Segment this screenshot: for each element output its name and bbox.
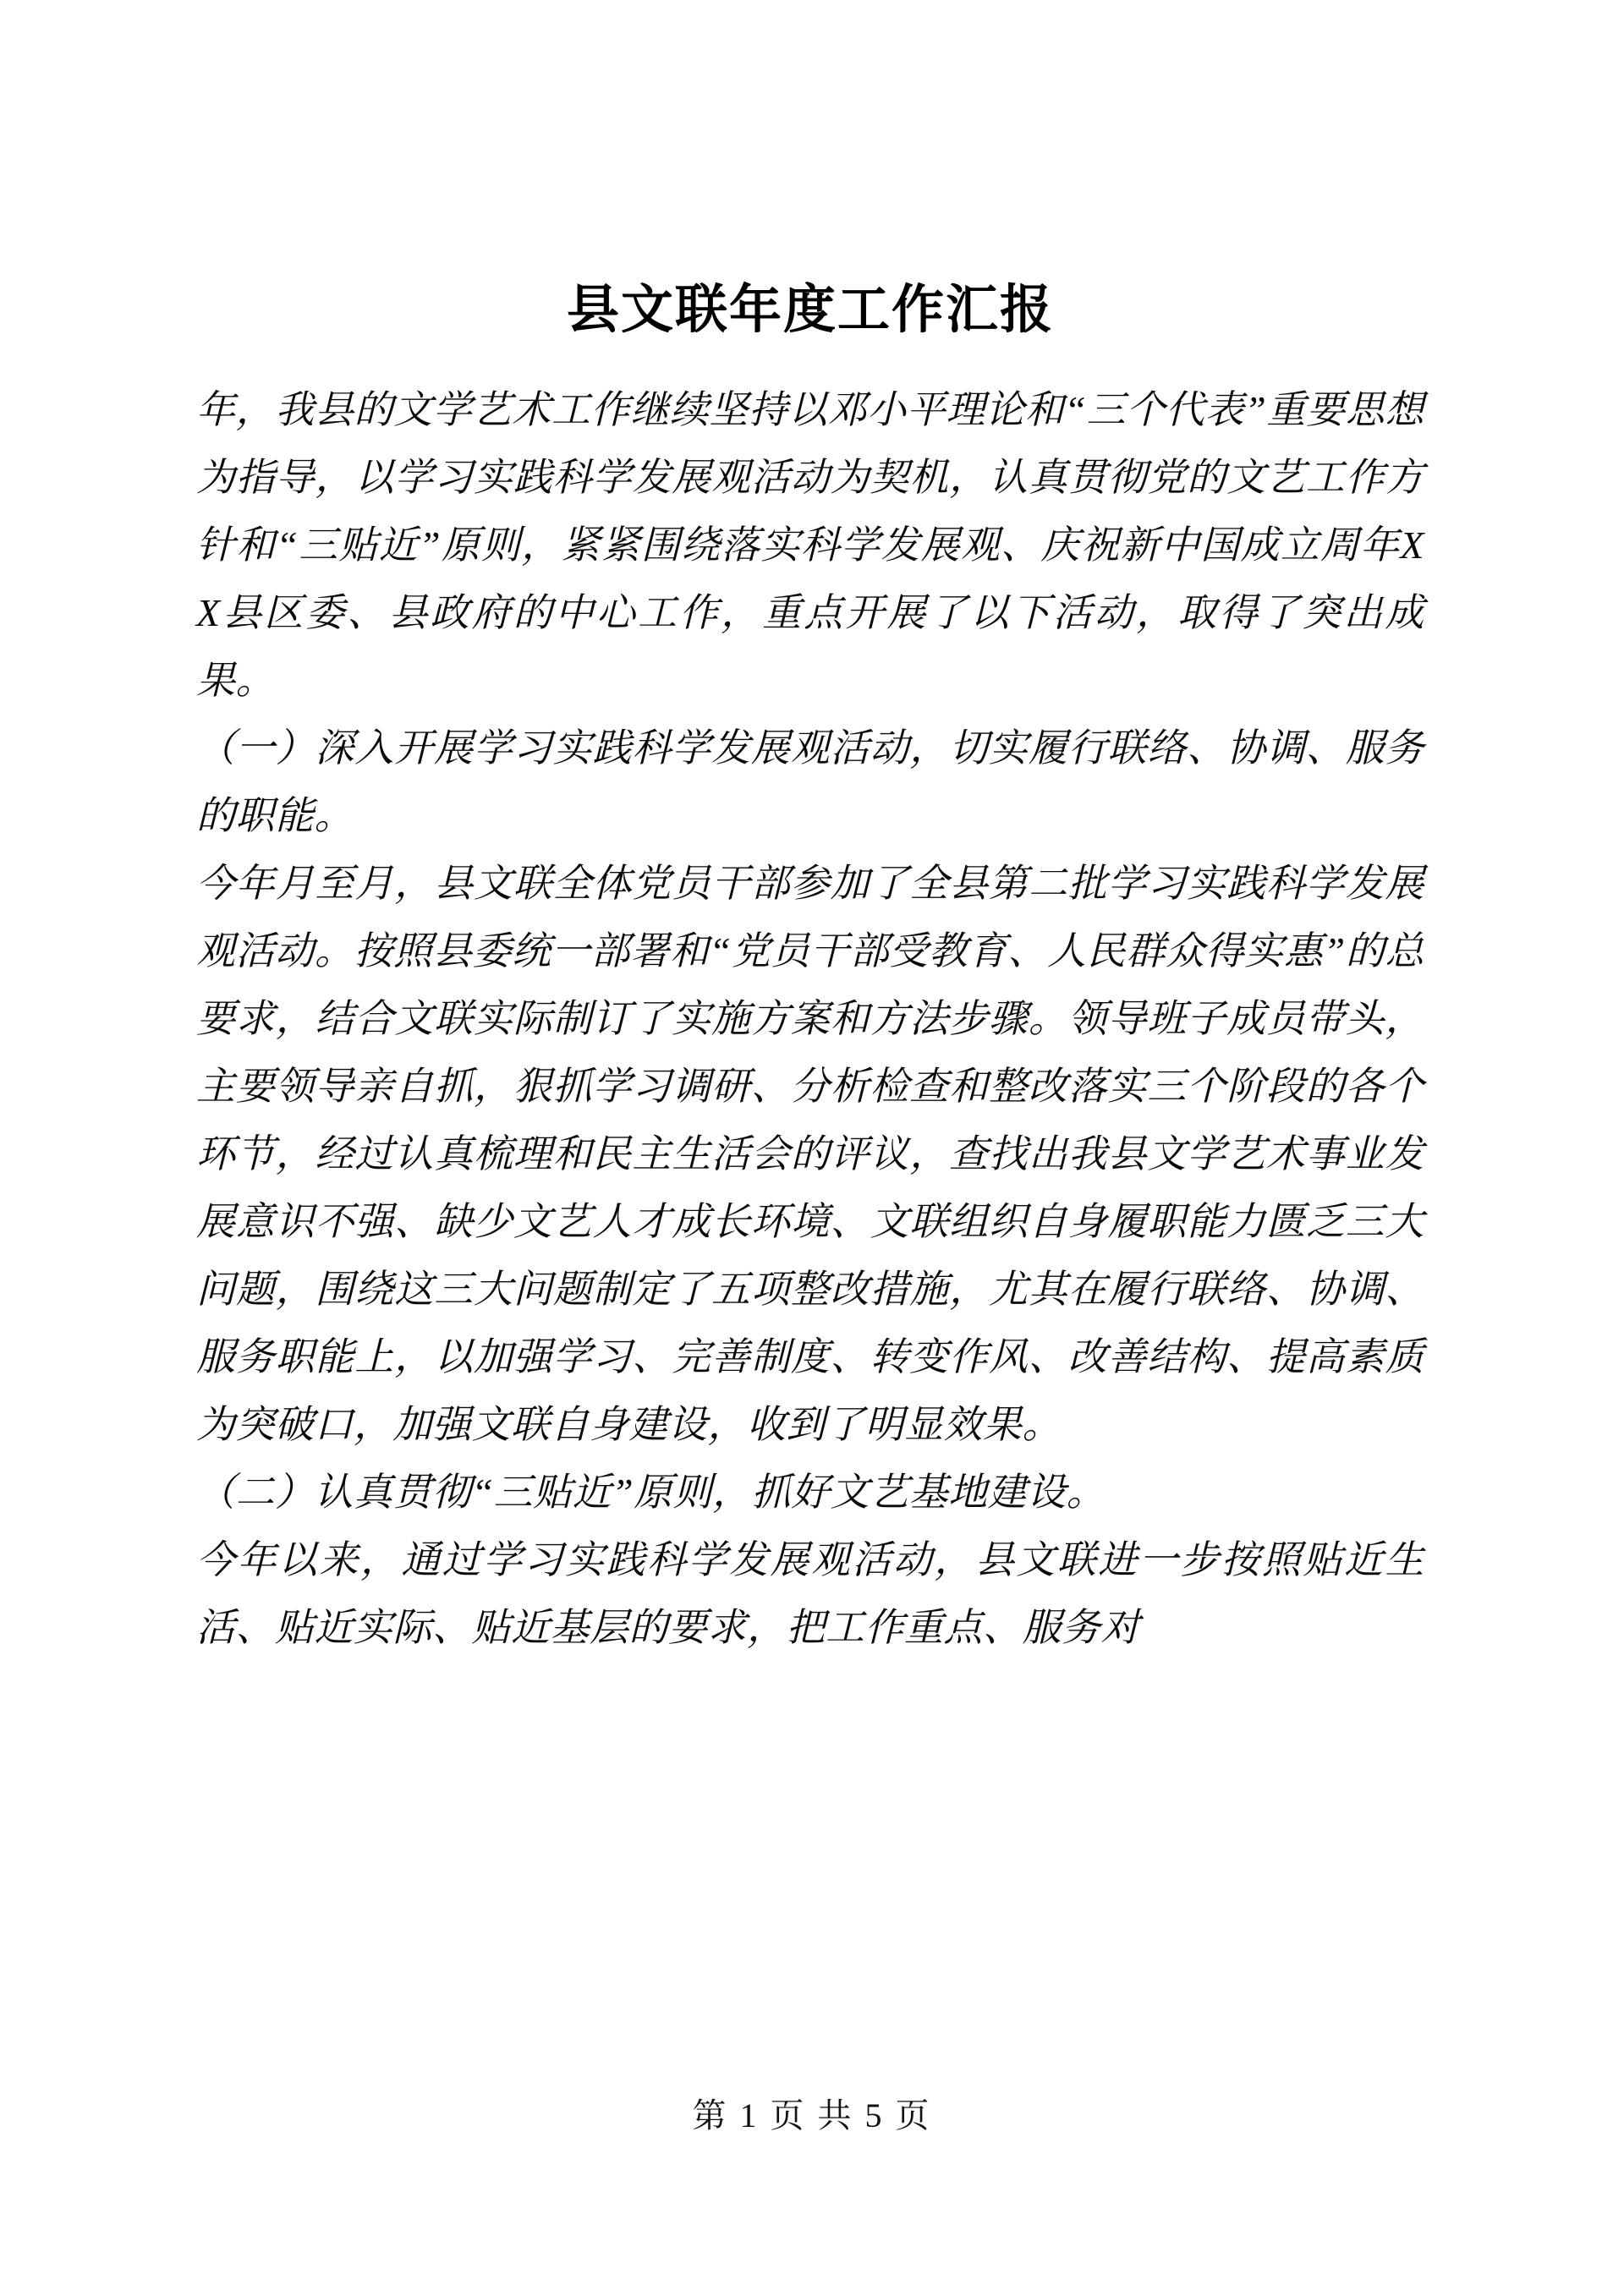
page-content [196,0,1424,1662]
paragraph-section-two-heading: （二）认真贯彻“三贴近”原则，抓好文艺基地建设。 [196,1471,1106,1515]
document-body [196,376,1424,1662]
page-number-label: 第 1 页 共 5 页 [692,2096,932,2134]
paragraph-section-one-body: 今年月至月，县文联全体党员干部参加了全县第二批学习实践科学发展观活动。按照县委统一部署和“党员干部受教育、人民群众得实惠”的总要求，结合文联实际制订了实施方案和方法步骤。领导班子成员带头，主要领导亲自抓，狠抓学习调研、分析检查和整改落实三个阶段的各个环节，经过认真梳理和民主生活会的评议，查找出我县文学艺术事业发展意识不强、缺少文艺人才成长环境、文联组织自身履职能力匮乏三大问题，围绕这三大问题制定了五项整改措施，尤其在履行联络、协调、服务职能上，以加强学习、完善制度、转变作风、改善结构、提高素质为突破口，加强文联自身建设，收到了明显效果。 [196,862,1424,1447]
paragraph-intro: 年，我县的文学艺术工作继续坚持以邓小平理论和“三个代表”重要思想为指导，以学习实践科学发展观活动为契机，认真贯彻党的文艺工作方针和“三贴近”原则，紧紧围绕落实科学发展观、庆祝新中国成立周年XX县区委、县政府的中心工作，重点开展了以下活动，取得了突出成果。 [196,388,1424,703]
paragraph-section-two-body: 今年以来，通过学习实践科学发展观活动，县文联进一步按照贴近生活、贴近实际、贴近基层的要求，把工作重点、服务对 [196,1538,1424,1650]
paragraph-section-one-heading: （一）深入开展学习实践科学发展观活动，切实履行联络、协调、服务的职能。 [196,726,1424,838]
page-footer [0,2096,1624,2136]
page-title: 县文联年度工作汇报 [566,281,1054,339]
